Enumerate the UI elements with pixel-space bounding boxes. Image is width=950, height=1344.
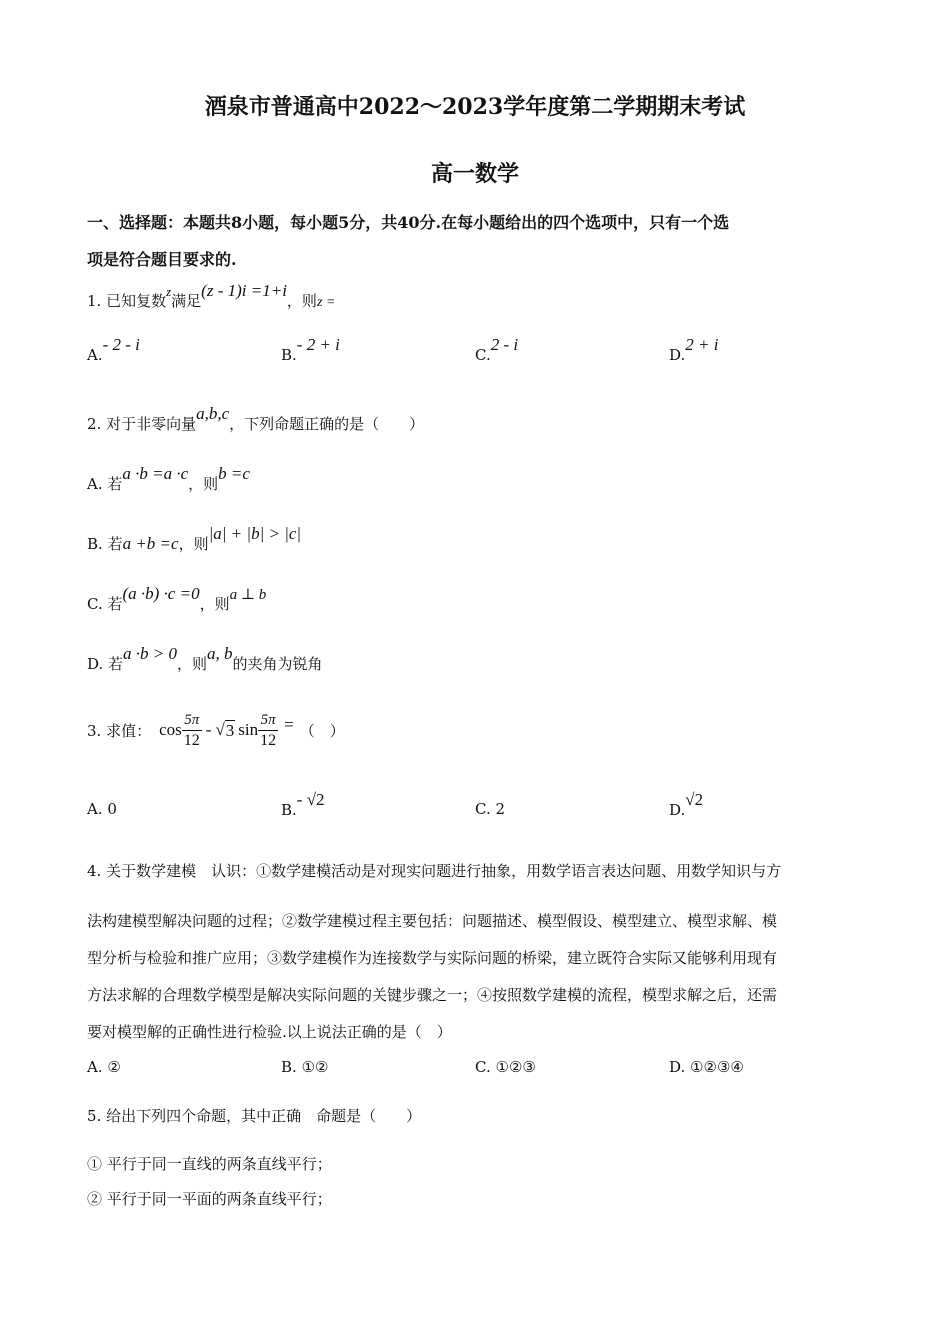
- q2-option-d-tail: 的夹角为锐角: [232, 655, 323, 673]
- q4-line-5: 要对模型解的正确性进行检验.以上说法正确的是（ ）: [87, 1023, 452, 1041]
- q4-line-3: 型分析与检验和推广应用；③数学建模作为连接数学与实际问题的桥梁，建立既符合实际又能够利用现有: [87, 949, 778, 967]
- section-heading-line1: 一、选择题：本题共8小题，每小题5分，共40分.在每小题给出的四个选项中，只有一个选: [87, 213, 730, 232]
- q2-option-a-cond: a ·b =a ·c: [122, 464, 189, 483]
- q3-minus: -: [205, 720, 212, 739]
- q3-option-b-label: B.: [281, 801, 297, 819]
- q2-option-a: [87, 464, 250, 494]
- q3-option-c-label: C.: [475, 800, 491, 818]
- q1-option-d-label: D.: [669, 346, 686, 364]
- q3-option-b-value: - √2: [296, 790, 325, 809]
- q2-option-b: [87, 524, 302, 554]
- q2-option-d-result: a, b: [207, 644, 233, 663]
- question-5-stem: 5. 给出下列四个命题，其中正确 命题是（ ）: [87, 1107, 422, 1125]
- q2-option-b-cond: a +b =c: [122, 534, 179, 553]
- q4-line-2: 法构建模型解决问题的过程；②数学建模过程主要包括：问题描述、模型假设、模型建立、模型求解、模: [87, 912, 778, 930]
- q2-option-d-then: ，则: [177, 655, 208, 673]
- q1-option-a-label: A.: [87, 346, 103, 364]
- q2-option-c-cond: (a ·b) ·c =0: [122, 584, 200, 603]
- q3-fraction-1: [182, 710, 202, 751]
- q2-vars: a,b,c: [196, 404, 230, 423]
- q3-option-a-value: 0: [107, 800, 117, 818]
- q2-suffix: ，下列命题正确的是（ ）: [229, 415, 425, 433]
- q4-option-b-value: ①②: [301, 1058, 329, 1076]
- q3-cos: cos: [159, 720, 182, 739]
- q1-equation: (z - 1)i =1+i: [201, 281, 287, 300]
- q2-option-c-then: ，则: [199, 595, 230, 613]
- question-2-stem: [87, 404, 425, 434]
- q2-option-d-label: D. 若: [87, 655, 124, 673]
- q1-tail: z =: [316, 295, 336, 310]
- q2-option-a-then: ，则: [188, 475, 219, 493]
- q4-option-d-label: D.: [669, 1058, 686, 1076]
- q2-prefix: 2. 对于非零向量: [87, 415, 197, 433]
- q1-option-b-label: B.: [281, 346, 297, 364]
- q5-item-2: ② 平行于同一平面的两条直线平行；: [87, 1190, 332, 1208]
- q1-option-b: [281, 335, 340, 365]
- q2-option-a-label: A. 若: [87, 475, 123, 493]
- q3-fraction-1-num: 5π: [182, 710, 202, 731]
- q4-option-c-value: ①②③: [495, 1058, 536, 1076]
- q3-option-c-value: 2: [495, 800, 506, 818]
- q2-option-b-label: B. 若: [87, 535, 123, 553]
- q3-fraction-1-den: 12: [183, 731, 200, 749]
- q4-option-a-value: ②: [107, 1058, 121, 1076]
- q3-option-a-label: A.: [87, 800, 103, 818]
- q1-suffix: ，则: [286, 292, 317, 310]
- q1-option-c: [475, 335, 519, 365]
- q2-option-d-cond: a ·b > 0: [123, 644, 178, 663]
- q4-option-b-label: B.: [281, 1058, 297, 1076]
- q4-option-a: [87, 1058, 121, 1076]
- q1-mid: 满足: [171, 292, 202, 310]
- q3-option-d: [669, 790, 704, 820]
- exam-subtitle: 高一数学: [430, 161, 519, 187]
- section-heading-line2: 项是符合题目要求的.: [87, 250, 237, 269]
- q1-option-a: [87, 335, 140, 365]
- q1-prefix: 1. 已知复数: [87, 292, 167, 310]
- q1-var: z: [166, 284, 172, 299]
- question-1-stem: [87, 281, 336, 311]
- q3-fraction-2: [258, 710, 278, 751]
- q4-line-1: 4. 关于数学建模 认识：①数学建模活动是对现实问题进行抽象，用数学语言表达问题、用数学知识与方: [87, 862, 782, 880]
- q2-option-b-result: |a| + |b| > |c|: [208, 524, 302, 543]
- q3-option-d-label: D.: [669, 801, 686, 819]
- q3-sqrt3: 3: [225, 720, 235, 740]
- q3-prefix: 3. 求值：: [87, 721, 152, 740]
- q2-option-c-result: a ⊥ b: [229, 587, 267, 603]
- q3-option-c: [475, 800, 505, 818]
- q1-option-d: [669, 335, 719, 365]
- q5-item-1: ① 平行于同一直线的两条直线平行；: [87, 1155, 332, 1173]
- q1-option-c-value: 2 - i: [490, 335, 519, 354]
- q4-option-c: [475, 1058, 536, 1076]
- q4-option-a-label: A.: [87, 1058, 103, 1076]
- q4-option-d: [669, 1058, 744, 1076]
- q3-option-d-value: √2: [685, 790, 704, 809]
- q3-sqrt-sign: √: [215, 720, 225, 739]
- q4-line-4: 方法求解的合理数学模型是解决实际问题的关键步骤之一；④按照数学建模的流程，模型求解之后，还需: [87, 986, 778, 1004]
- q3-equals: =: [284, 715, 294, 734]
- q3-suffix: （ ）: [299, 721, 345, 740]
- q1-option-c-label: C.: [475, 346, 491, 364]
- q3-option-a: [87, 800, 117, 818]
- q2-option-d: [87, 644, 323, 674]
- question-3-stem: [87, 705, 345, 755]
- q2-option-c: [87, 584, 267, 614]
- q4-option-d-value: ①②③④: [690, 1058, 744, 1076]
- q3-option-b: [281, 790, 325, 820]
- q3-fraction-2-num: 5π: [258, 710, 278, 731]
- q2-option-c-label: C. 若: [87, 595, 123, 613]
- q1-option-b-value: - 2 + i: [296, 335, 340, 354]
- q3-sin: sin: [238, 720, 259, 739]
- exam-title: 酒泉市普通高中2022～2023学年度第二学期期末考试: [204, 94, 746, 120]
- q2-option-b-then: ，则: [178, 535, 209, 553]
- q2-option-a-result: b =c: [218, 464, 250, 483]
- q4-option-c-label: C.: [475, 1058, 491, 1076]
- q4-option-b: [281, 1058, 328, 1076]
- q1-option-a-value: - 2 - i: [102, 335, 140, 354]
- q1-option-d-value: 2 + i: [685, 335, 719, 354]
- q3-fraction-2-den: 12: [260, 731, 277, 749]
